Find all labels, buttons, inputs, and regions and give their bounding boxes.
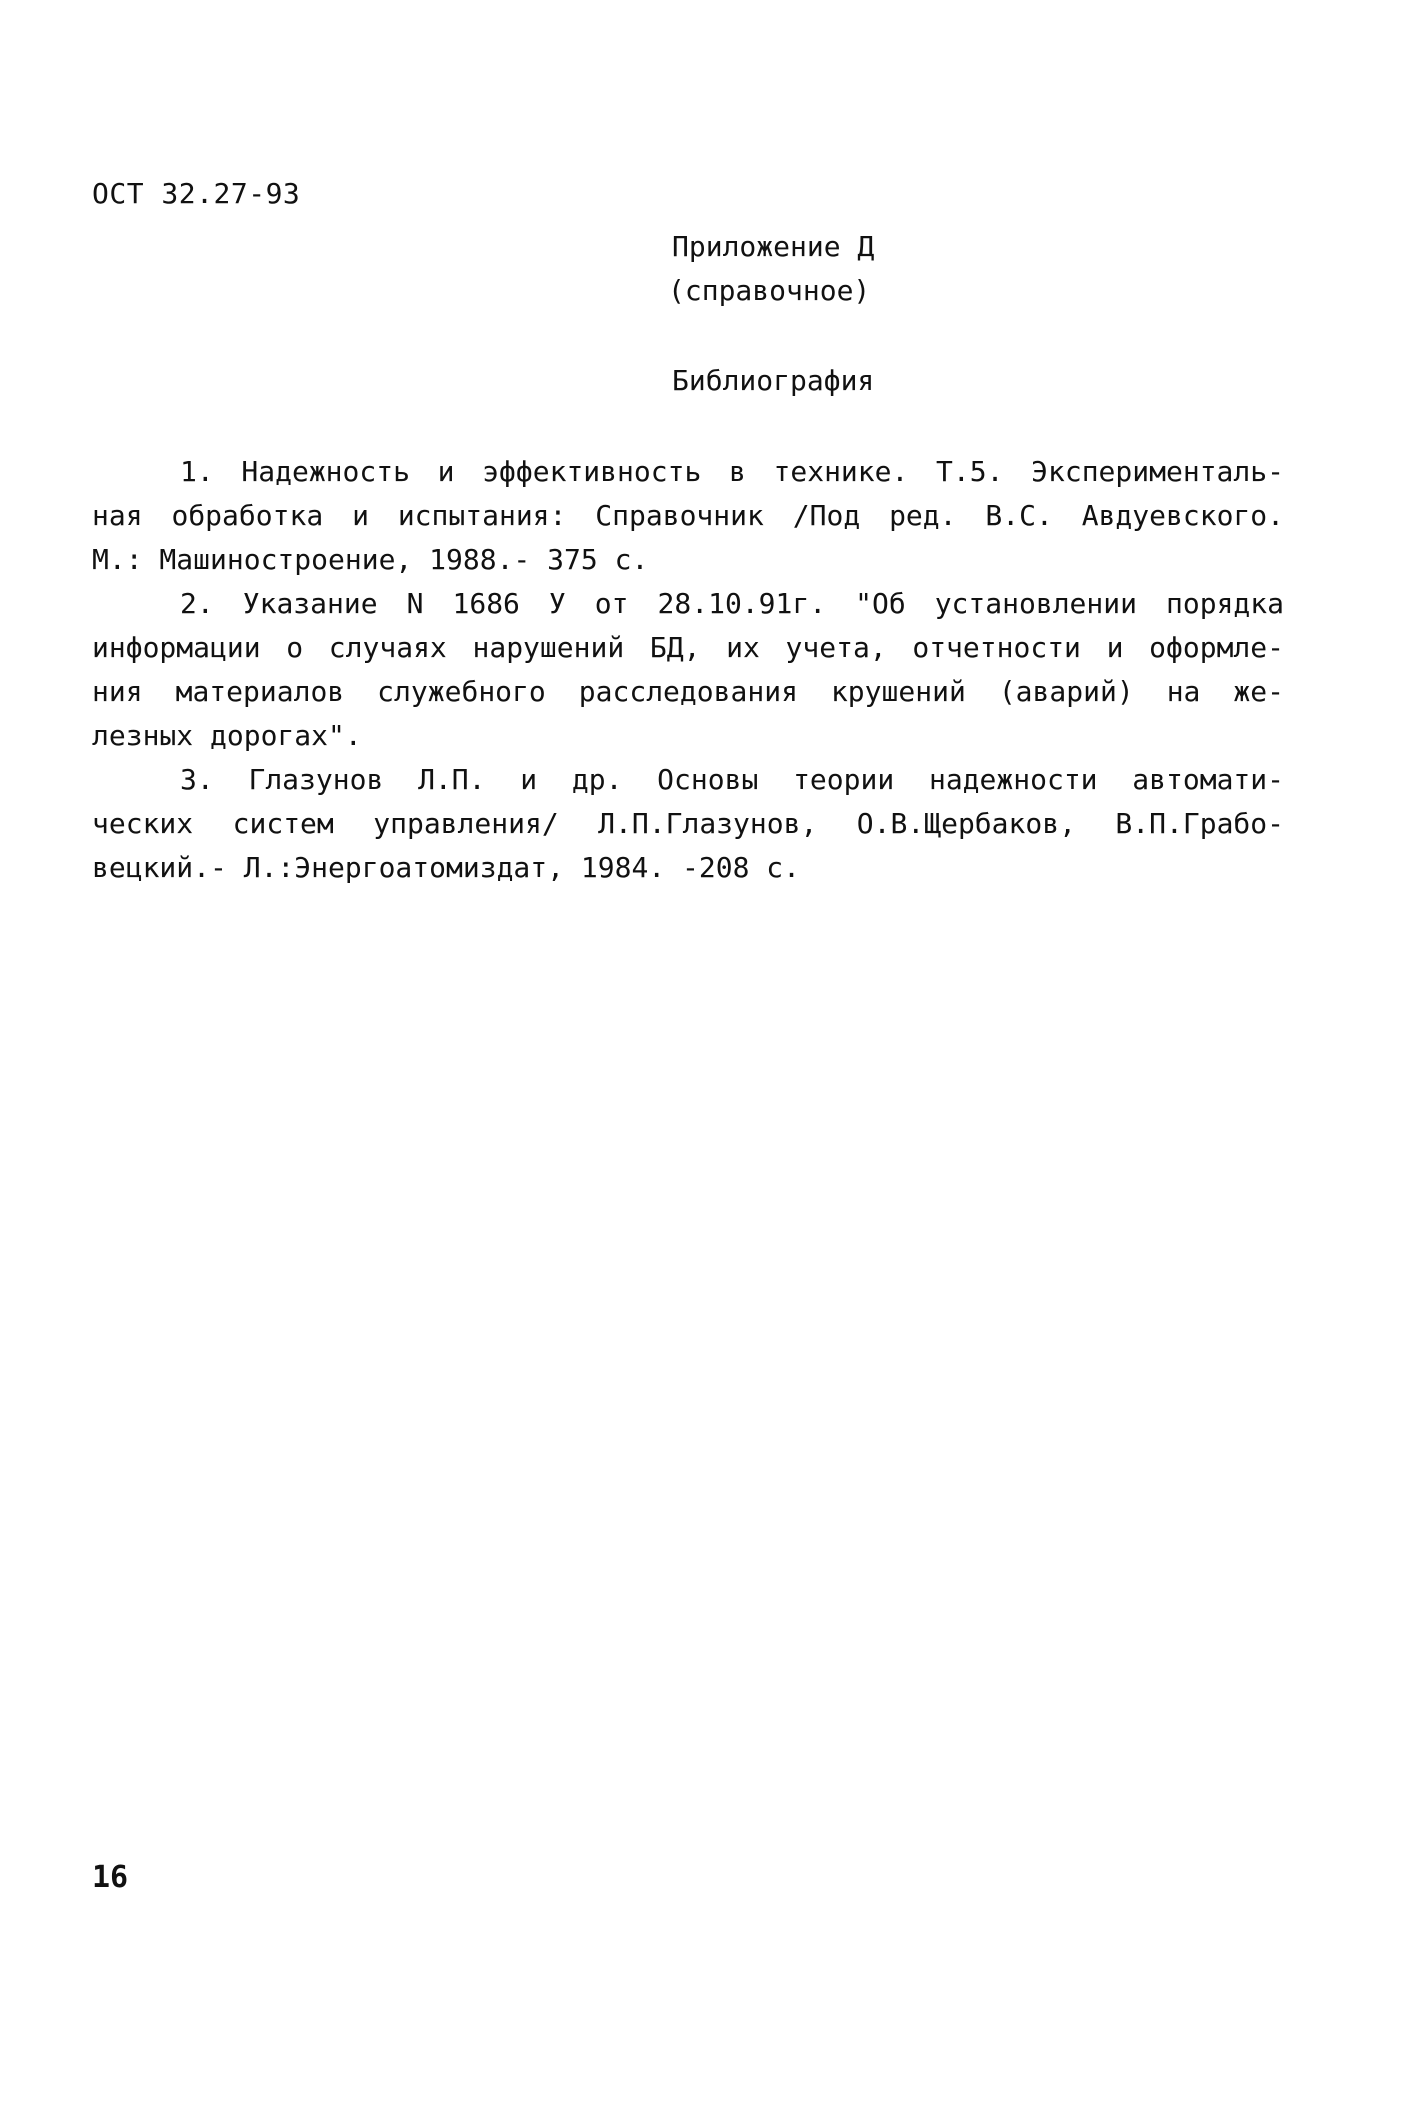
bibliography-line: ческих систем управления/ Л.П.Глазунов, О.В.Щербаков, В.П.Грабо- [92,807,1284,840]
bibliography-line: М.: Машиностроение, 1988.- 375 с. [92,543,649,576]
bibliography-item-1 [92,450,1284,582]
bibliography-line: 3. Глазунов Л.П. и др. Основы теории надежности автомати- [180,763,1284,796]
bibliography-line: 1. Надежность и эффективность в технике. Т.5. Эксперименталь- [180,455,1284,488]
bibliography-line: информации о случаях нарушений БД, их учета, отчетности и оформле- [92,631,1284,664]
bibliography-list [92,450,1284,890]
document-code: ОСТ 32.27-93 [92,177,301,210]
appendix-subtitle: (справочное) [668,274,871,307]
bibliography-heading: Библиография [672,364,875,397]
bibliography-item-3 [92,758,1284,890]
bibliography-line: ная обработка и испытания: Справочник /Под ред. В.С. Авдуевского. [92,499,1284,532]
bibliography-line: вецкий.- Л.:Энергоатомиздат, 1984. -208 с. [92,851,801,884]
bibliography-line: 2. Указание N 1686 У от 28.10.91г. "Об установлении порядка [180,587,1284,620]
appendix-title: Приложение Д [672,230,875,263]
bibliography-item-2 [92,582,1284,758]
bibliography-line: ния материалов служебного расследования крушений (аварий) на же- [92,675,1284,708]
bibliography-line: лезных дорогах". [92,719,362,752]
page-number: 16 [92,1860,129,1895]
